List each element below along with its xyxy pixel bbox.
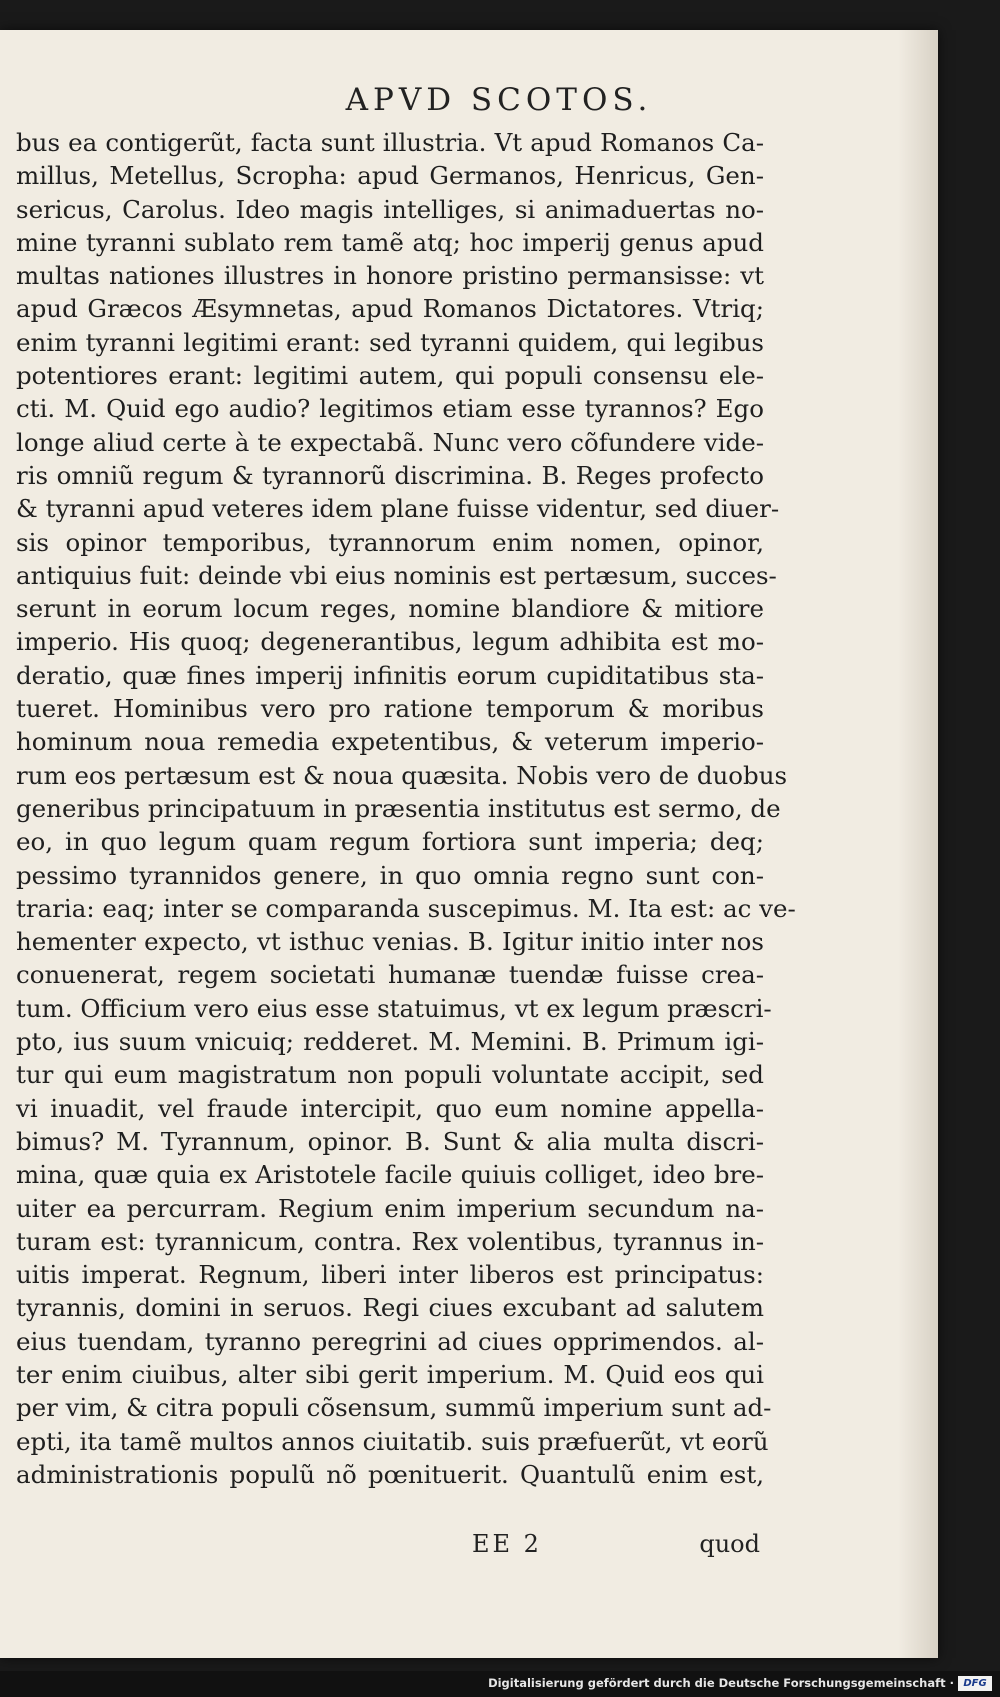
text-line: eius tuendam, tyranno peregrini ad ciues opprimendos. al- [16, 1326, 764, 1356]
text-line: rum eos pertæsum est & noua quæsita. Nobis vero de duobus [16, 760, 788, 790]
text-line: vi inuadit, vel fraude intercipit, quo eum nomine appella- [16, 1093, 764, 1123]
text-line: hementer expecto, vt isthuc venias. B. Igitur initio inter nos [16, 927, 764, 957]
text-line: per vim, & citra populi cõsensum, summũ imperium sunt ad- [16, 1393, 772, 1423]
text-line: tum. Officium vero eius esse statuimus, vt ex legum præscri- [16, 993, 772, 1023]
text-line: ris omniũ regum & tyrannorũ discrimina. B. Reges profecto [16, 460, 764, 490]
text-line: cti. M. Quid ego audio? legitimos etiam esse tyrannos? Ego [16, 394, 764, 424]
text-line: bus ea contigerũt, facta sunt illustria. Vt apud Romanos Ca- [16, 128, 764, 157]
text-line: sericus, Carolus. Ideo magis intelliges, si animaduertas no- [16, 194, 764, 224]
page-footer [0, 1530, 760, 1564]
text-line: generibus principatuum in præsentia institutus est sermo, de [16, 793, 781, 823]
text-line: uiter ea percurram. Regium enim imperium secundum na- [16, 1193, 764, 1223]
text-line: apud Græcos Æsymnetas, apud Romanos Dictatores. Vtriq; [16, 294, 764, 324]
text-line: longe aliud certe à te expectabã. Nunc vero cõfundere vide- [16, 427, 764, 457]
text-line: epti, ita tamẽ multos annos ciuitatib. suis præfuerũt, vt eorũ [16, 1426, 769, 1456]
text-line: imperio. His quoq; degenerantibus, legum adhibita est mo- [16, 627, 764, 657]
text-line: mine tyranni sublato rem tamẽ atq; hoc imperij genus apud [16, 227, 764, 257]
digitization-credit: Digitalisierung gefördert durch die Deutsche Forschungsgemeinschaft · [488, 1676, 954, 1690]
dfg-logo: DFG [958, 1676, 992, 1691]
text-line: conuenerat, regem societati humanæ tuendæ fuisse crea- [16, 960, 764, 990]
text-line: millus, Metellus, Scropha: apud Germanos, Henricus, Gen- [16, 161, 764, 191]
text-line: pto, ius suum vnicuiq; redderet. M. Memini. B. Primum igi- [16, 1027, 764, 1057]
text-line: uitis imperat. Regnum, liberi inter liberos est principatus: [16, 1260, 764, 1290]
text-line: multas nationes illustres in honore pristino permansisse: vt [16, 261, 764, 291]
text-line: mina, quæ quia ex Aristotele facile quiuis colliget, ideo bre- [16, 1160, 764, 1190]
text-line: ter enim ciuibus, alter sibi gerit imperium. M. Quid eos qui [16, 1359, 764, 1389]
text-line: eo, in quo legum quam regum fortiora sunt imperia; deq; [16, 827, 764, 857]
text-line: sis opinor temporibus, tyrannorum enim nomen, opinor, [16, 527, 764, 557]
text-line: turam est: tyrannicum, contra. Rex volentibus, tyrannus in- [16, 1226, 764, 1256]
text-line: antiquius fuit: deinde vbi eius nominis est pertæsum, succes- [16, 560, 777, 590]
text-line: tyrannis, domini in seruos. Regi ciues excubant ad salutem [16, 1293, 764, 1323]
book-page [0, 30, 938, 1658]
text-line: tueret. Hominibus vero pro ratione temporum & moribus [16, 694, 764, 724]
text-line: hominum noua remedia expetentibus, & veterum imperio- [16, 727, 764, 757]
text-line: enim tyranni legitimi erant: sed tyranni quidem, qui legibus [16, 327, 764, 357]
credit-bar [0, 1671, 1000, 1697]
catchword: quod [699, 1530, 760, 1558]
text-line: potentiores erant: legitimi autem, qui populi consensu ele- [16, 361, 764, 391]
signature-mark: EE 2 [472, 1530, 542, 1558]
text-line: serunt in eorum locum reges, nomine blandiore & mitiore [16, 594, 764, 624]
text-line: administrationis populũ nõ pœnituerit. Quantulũ enim est, [16, 1459, 764, 1489]
text-line: traria: eaq; inter se comparanda suscepimus. M. Ita est: ac ve- [16, 893, 796, 923]
text-block [16, 126, 796, 1491]
text-line: bimus? M. Tyrannum, opinor. B. Sunt & alia multa discri- [16, 1126, 764, 1156]
text-line: deratio, quæ fines imperij infinitis eorum cupiditatibus sta- [16, 660, 764, 690]
running-head: APVD SCOTOS. [345, 82, 653, 118]
text-line: pessimo tyrannidos genere, in quo omnia regno sunt con- [16, 860, 764, 890]
text-line: tur qui eum magistratum non populi voluntate accipit, sed [16, 1060, 764, 1090]
text-line: & tyranni apud veteres idem plane fuisse videntur, sed diuer- [16, 494, 780, 524]
